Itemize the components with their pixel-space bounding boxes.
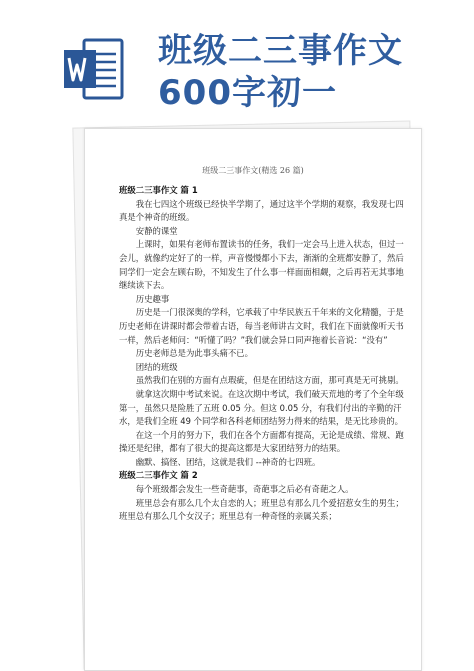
subheading: 团结的班级 — [135, 361, 178, 372]
paragraph: 就拿这次期中考试来说。在这次期中考试，我们破天荒地的考了个全年级第一，虽然只是险胜了五班 0.05 分。但这 0.05 分，有我们付出的辛勤的汗水，是我们全班 49 个同学和各科老师团结努力得来的结果，是无比珍贵的。 — [119, 388, 404, 427]
paragraph: 班里总会有那么几个太自恋的人；班里总有那么几个爱招惹女生的男生；班里总有那么几个女汉子；班里总有一种奇怪的亲属关系； — [119, 497, 404, 522]
paragraph: 在这一个月的努力下，我们在各个方面都有提高，无论是成绩、常规、跑操还是纪律，都有了很大的提高这都是大家团结努力的结果。 — [119, 429, 404, 454]
subheading: 历史趣事 — [135, 293, 170, 304]
paragraph: 幽默、搞怪、团结，这就是我们 --神奇的七四班。 — [135, 456, 321, 467]
word-icon — [62, 34, 124, 104]
subheading: 安静的课堂 — [135, 225, 178, 236]
document-header: 班级二三事作文(精选 26 篇) — [202, 166, 304, 175]
paragraph: 我在七四这个班级已经快半学期了，通过这半个学期的观察，我发现七四真是个神奇的班级。 — [119, 198, 404, 223]
paragraph: 每个班级都会发生一些奇葩事，奇葩事之后必有奇葩之人。 — [135, 484, 354, 495]
paragraph: 上课时，如果有老师布置读书的任务，我们一定会马上进入状态，但过一会儿，就像约定好了的一样，声音慢慢都小下去，渐渐的全班都安静了，然后同学们一定会左顾右盼，不知发生了什么事一样面面相觑，之后再若无其事地继续读下去。 — [119, 239, 404, 291]
document-page — [84, 128, 422, 671]
paragraph: 历史老师总是为此事头痛不已。 — [135, 348, 254, 359]
page-title: 班级二三事作文600字初一 — [158, 31, 403, 113]
section-heading: 班级二三事作文 篇 2 — [119, 470, 198, 481]
paragraph: 历史是一门很深奥的学科，它承载了中华民族五千年来的文化精髓，于是历史老师在讲课时都会带着古语，每当老师讲古文时，我们在下面就像听天书一样，然后老师问：“听懂了吗？”我们就会异口同声拖着长音说：“没有” — [119, 307, 404, 345]
header — [0, 0, 474, 118]
document-body — [119, 184, 409, 524]
paragraph: 虽然我们在别的方面有点瑕疵，但是在团结这方面，那可真是无可挑剔。 — [135, 375, 404, 386]
section-heading: 班级二三事作文 篇 1 — [119, 185, 198, 195]
